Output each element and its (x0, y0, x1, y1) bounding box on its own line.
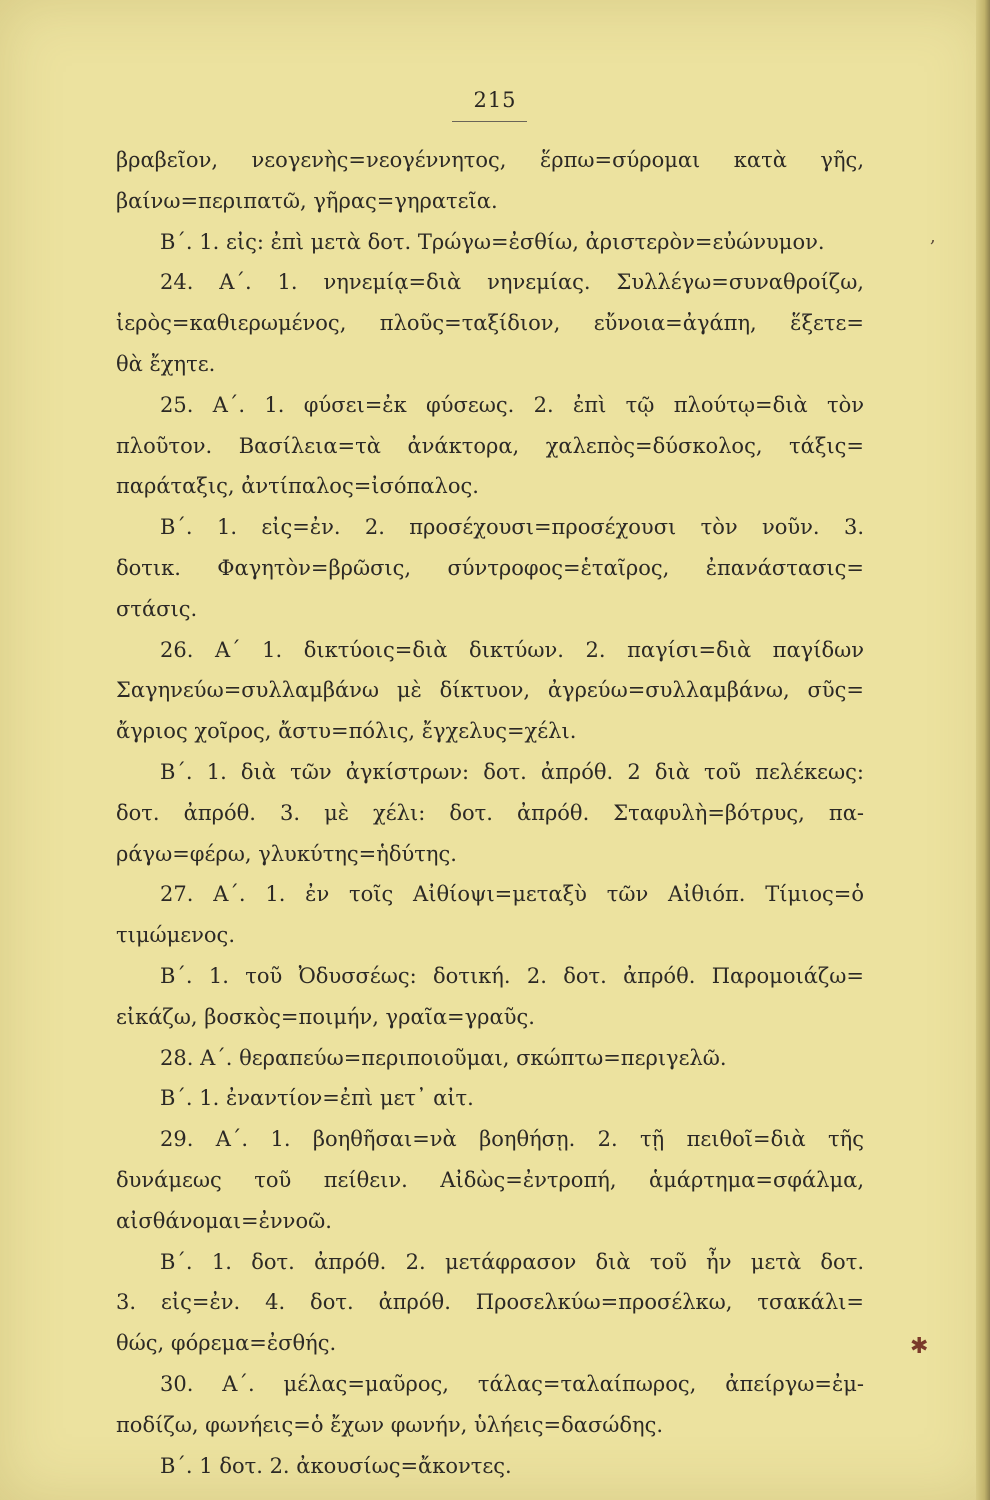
text-line: 25. Α΄. 1. φύσει=ἐκ φύσεως. 2. ἐπὶ τῷ πλούτῳ=διὰ τὸν (160, 392, 864, 417)
text-line: 3. εἰς=ἐν. 4. δοτ. ἀπρόθ. Προσελκύω=προσέλκω, τσακάλι= (116, 1290, 864, 1315)
text-line: 24. Α΄. 1. νηνεμίᾳ=διὰ νηνεμίας. Συλλέγω=συναθροίζω, (160, 270, 864, 295)
text-line: παράταξις, ἀντίπαλος=ἰσόπαλος. (116, 474, 479, 499)
margin-tick-mark: , (930, 226, 936, 247)
text-line: 30. Α΄. μέλας=μαῦρος, τάλας=ταλαίπωρος, ἀπείργω=ἐμ- (160, 1371, 864, 1396)
text-line: Β΄. 1 δοτ. 2. ἀκουσίως=ἄκοντες. (160, 1453, 512, 1478)
body-text (116, 140, 864, 1486)
text-line: 28. Α΄. θεραπεύω=περιποιοῦμαι, σκώπτω=περιγελῶ. (160, 1045, 727, 1070)
text-line: 29. Α΄. 1. βοηθῆσαι=νὰ βοηθήσῃ. 2. τῇ πειθοῖ=διὰ τῆς (160, 1127, 864, 1152)
text-line: 26. Α΄ 1. δικτύοις=διὰ δικτύων. 2. παγίσι=διὰ παγίδων (160, 637, 864, 662)
text-line: Β΄. 1. δοτ. ἀπρόθ. 2. μετάφρασον διὰ τοῦ ἦν μετὰ δοτ. (160, 1249, 864, 1274)
text-line: δυνάμεως τοῦ πείθειν. Αἰδὼς=ἐντροπή, ἁμάρτημα=σφάλμα, (116, 1167, 864, 1192)
text-line: τιμώμενος. (116, 923, 235, 948)
text-line: στάσις. (116, 596, 198, 621)
text-line: 27. Α΄. 1. ἐν τοῖς Αἰθίοψι=μεταξὺ τῶν Αἰθιόπ. Τίμιος=ὁ (160, 882, 864, 907)
text-line: βαίνω=περιπατῶ, γῆρας=γηρατεῖα. (116, 188, 498, 213)
text-line: ράγω=φέρω, γλυκύτης=ἡδύτης. (116, 841, 457, 866)
text-line: εἰκάζω, βοσκὸς=ποιμήν, γραῖα=γραῦς. (116, 1004, 535, 1029)
text-line: ἱερὸς=καθιερωμένος, πλοῦς=ταξίδιον, εὔνοια=ἀγάπη, ἕξετε= (116, 311, 864, 336)
text-line: δοτ. ἀπρόθ. 3. μὲ χέλι: δοτ. ἀπρόθ. Σταφυλὴ=βότρυς, πα- (116, 800, 864, 825)
page-edge (976, 0, 990, 1500)
page-number: 215 (473, 88, 517, 112)
text-line: θώς, φόρεμα=ἐσθής. (116, 1331, 337, 1356)
text-line: Β΄. 1. ἐναντίον=ἐπὶ μετ᾽ αἰτ. (160, 1086, 474, 1111)
text-line: Β΄. 1. τοῦ Ὀδυσσέως: δοτική. 2. δοτ. ἀπρόθ. Παρομοιάζω= (160, 963, 864, 988)
text-line: αἰσθάνομαι=ἐννοῶ. (116, 1208, 332, 1233)
text-line: Β΄. 1. εἰς: ἐπὶ μετὰ δοτ. Τρώγω=ἐσθίω, ἀριστερὸν=εὐώνυμον. (160, 229, 825, 254)
text-line: ἄγριος χοῖρος, ἄστυ=πόλις, ἔγχελυς=χέλι. (116, 719, 577, 744)
ink-blot-mark: ✱ (910, 1334, 929, 1359)
text-line: βραβεῖον, νεογενὴς=νεογέννητος, ἕρπω=σύρομαι κατὰ γῆς, (116, 148, 864, 172)
text-line: ποδίζω, φωνήεις=ὁ ἔχων φωνήν, ὑλήεις=δασώδης. (116, 1412, 664, 1437)
header-rule (452, 121, 527, 122)
text-line: θὰ ἔχητε. (116, 351, 216, 376)
text-line: δοτικ. Φαγητὸν=βρῶσις, σύντροφος=ἑταῖρος, ἐπανάστασις= (116, 555, 864, 580)
text-line: Σαγηνεύω=συλλαμβάνω μὲ δίκτυον, ἀγρεύω=συλλαμβάνω, σῦς= (116, 678, 864, 703)
text-line: Β΄. 1. διὰ τῶν ἀγκίστρων: δοτ. ἀπρόθ. 2 διὰ τοῦ πελέκεως: (160, 759, 864, 784)
text-line: πλοῦτον. Βασίλεια=τὰ ἀνάκτορα, χαλεπὸς=δύσκολος, τάξις= (116, 433, 864, 458)
text-line: Β΄. 1. εἰς=ἐν. 2. προσέχουσι=προσέχουσι τὸν νοῦν. 3. (160, 515, 864, 540)
